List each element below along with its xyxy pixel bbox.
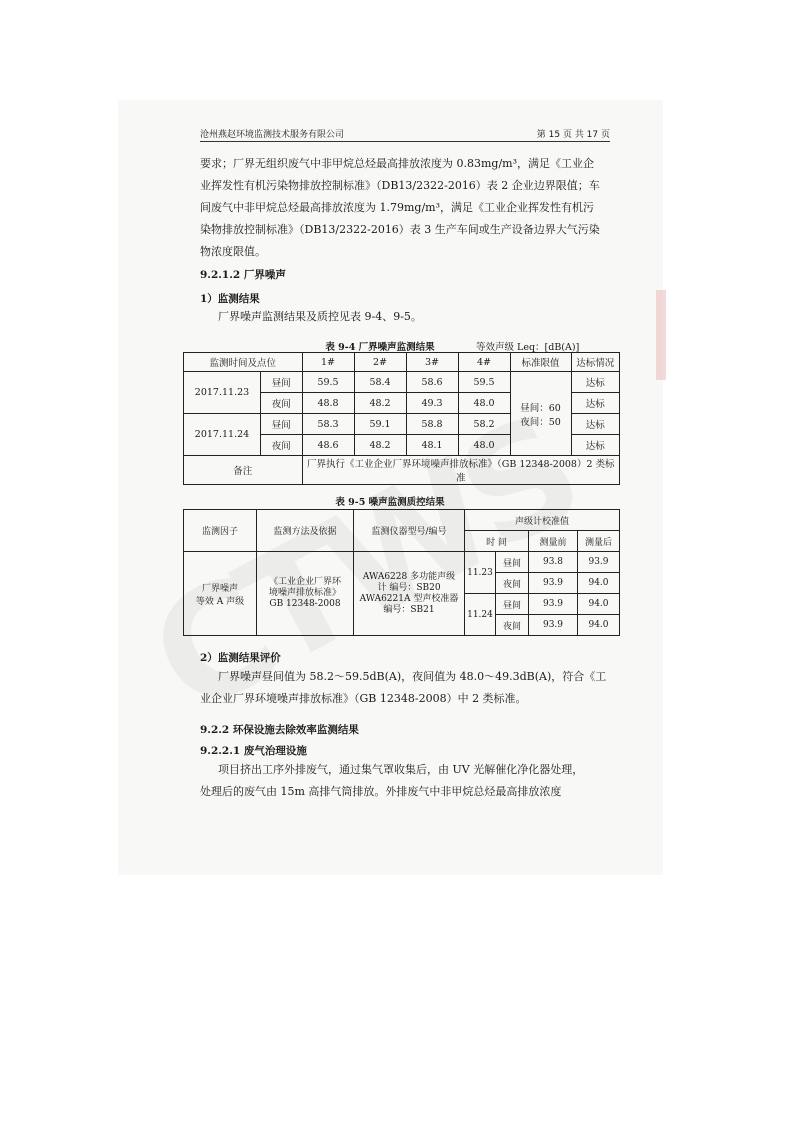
table-header: 标准限值 bbox=[510, 353, 571, 372]
table-header: 1# bbox=[302, 353, 354, 372]
table-header: 时 间 bbox=[465, 531, 529, 552]
value-cell: 48.0 bbox=[458, 393, 510, 414]
table-header: 测量前 bbox=[529, 531, 578, 552]
evaluation-paragraph bbox=[200, 666, 615, 710]
section-heading: 9.2.1.2 厂界噪声 bbox=[200, 269, 286, 281]
value-cell: 94.0 bbox=[578, 594, 620, 615]
table-caption: 表 9-4 厂界噪声监测结果 bbox=[325, 342, 435, 353]
factor-line: 厂界噪声 bbox=[201, 583, 238, 594]
value-cell: 49.3 bbox=[406, 393, 458, 414]
table-header: 2# bbox=[354, 353, 406, 372]
text-line: 物浓度限值。 bbox=[200, 245, 266, 258]
final-paragraph bbox=[200, 759, 615, 803]
instrument-line: AWA6228 多功能声级 bbox=[362, 571, 456, 582]
value-cell: 94.0 bbox=[578, 615, 620, 636]
note-cell: 厂界执行《工业企业厂界环境噪声排放标准》（GB 12348-2008）2 类标准 bbox=[302, 456, 619, 485]
value-cell: 58.3 bbox=[302, 414, 354, 435]
table-unit: 等效声级 Leq：[dB(A)] bbox=[476, 342, 580, 353]
method-line: GB 12348-2008 bbox=[269, 599, 341, 609]
value-cell: 94.0 bbox=[578, 573, 620, 594]
period-cell: 夜间 bbox=[261, 435, 303, 456]
text-line: 项目挤出工序外排废气，通过集气罩收集后，由 UV 光解催化净化器处理， bbox=[218, 763, 584, 776]
text-line: 业企业厂界环境噪声排放标准》（GB 12348-2008）中 2 类标准。 bbox=[200, 692, 527, 705]
table-row bbox=[184, 372, 620, 393]
section-heading: 9.2.2 环保设施去除效率监测结果 bbox=[200, 724, 359, 736]
table-header: 达标情况 bbox=[571, 353, 619, 372]
value-cell: 48.6 bbox=[302, 435, 354, 456]
table-header: 监测方法及依据 bbox=[257, 510, 354, 552]
table-header: 测量后 bbox=[578, 531, 620, 552]
method-line: 境噪声排放标准》 bbox=[268, 588, 341, 598]
text-line: 业挥发性有机污染物排放控制标准》（DB13/2322-2016）表 2 企业边界限值；车 bbox=[200, 179, 600, 192]
table-header: 4# bbox=[458, 353, 510, 372]
result-cell: 达标 bbox=[571, 393, 619, 414]
date-cell: 2017.11.24 bbox=[184, 414, 261, 456]
value-cell: 59.1 bbox=[354, 414, 406, 435]
value-cell: 93.9 bbox=[529, 615, 578, 636]
value-cell: 58.8 bbox=[406, 414, 458, 435]
period-cell: 昼间 bbox=[261, 372, 303, 393]
table-header: 监测时间及点位 bbox=[184, 353, 303, 372]
instrument-cell bbox=[354, 552, 465, 636]
date-cell: 2017.11.23 bbox=[184, 372, 261, 414]
date-cell: 11.24 bbox=[465, 594, 496, 636]
result-cell: 达标 bbox=[571, 435, 619, 456]
paragraph: 厂界噪声监测结果及质控见表 9-4、9-5。 bbox=[218, 310, 422, 323]
page-header bbox=[200, 127, 610, 142]
page-number: 第 15 页 共 17 页 bbox=[536, 130, 610, 140]
limit-day: 昼间：60 bbox=[520, 402, 561, 414]
value-cell: 58.2 bbox=[458, 414, 510, 435]
instrument-line: AWA6221A 型声校准器 bbox=[359, 593, 459, 604]
seal-edge-mark bbox=[656, 290, 666, 380]
method-line: 《工业企业厂界环 bbox=[268, 577, 341, 587]
period-cell: 昼间 bbox=[496, 594, 529, 615]
table-header: 声级计校准值 bbox=[465, 510, 620, 531]
instrument-line: 计 编号：SB20 bbox=[377, 582, 441, 593]
value-cell: 93.9 bbox=[529, 594, 578, 615]
table-caption: 表 9-5 噪声监测质控结果 bbox=[335, 497, 445, 508]
text-line: 处理后的废气由 15m 高排气筒排放。外排废气中非甲烷总烃最高排放浓度 bbox=[200, 785, 562, 798]
value-cell: 48.8 bbox=[302, 393, 354, 414]
noise-results-table bbox=[183, 352, 620, 485]
note-label: 备注 bbox=[184, 456, 303, 485]
value-cell: 59.5 bbox=[302, 372, 354, 393]
value-cell: 93.8 bbox=[529, 552, 578, 573]
limit-night: 夜间：50 bbox=[520, 416, 561, 428]
result-cell: 达标 bbox=[571, 372, 619, 393]
period-cell: 夜间 bbox=[496, 615, 529, 636]
value-cell: 48.2 bbox=[354, 435, 406, 456]
period-cell: 昼间 bbox=[496, 552, 529, 573]
value-cell: 58.4 bbox=[354, 372, 406, 393]
value-cell: 48.2 bbox=[354, 393, 406, 414]
value-cell: 59.5 bbox=[458, 372, 510, 393]
value-cell: 48.1 bbox=[406, 435, 458, 456]
subheading: 1）监测结果 bbox=[200, 293, 260, 305]
text-line: 厂界噪声昼间值为 58.2～59.5dB(A)，夜间值为 48.0～49.3dB(A)，符合《工 bbox=[218, 670, 607, 683]
company-name: 沧州燕赵环境监测技术服务有限公司 bbox=[200, 130, 345, 140]
table-header: 监测仪器型号/编号 bbox=[354, 510, 465, 552]
factor-line: 等效 A 声级 bbox=[195, 596, 245, 607]
period-cell: 夜间 bbox=[261, 393, 303, 414]
value-cell: 58.6 bbox=[406, 372, 458, 393]
result-cell: 达标 bbox=[571, 414, 619, 435]
table-header: 监测因子 bbox=[184, 510, 257, 552]
limit-cell bbox=[510, 372, 571, 456]
qc-results-table bbox=[183, 509, 620, 636]
intro-paragraph bbox=[200, 153, 615, 263]
instrument-line: 编号：SB21 bbox=[383, 604, 435, 615]
text-line: 间废气中非甲烷总烃最高排放浓度为 1.79mg/m³，满足《工业企业挥发性有机污 bbox=[200, 201, 595, 214]
value-cell: 48.0 bbox=[458, 435, 510, 456]
subheading: 2）监测结果评价 bbox=[200, 652, 281, 664]
table-row bbox=[184, 456, 620, 485]
period-cell: 夜间 bbox=[496, 573, 529, 594]
text-line: 染物排放控制标准》（DB13/2322-2016）表 3 生产车间或生产设备边界大气污染 bbox=[200, 223, 600, 236]
factor-cell bbox=[184, 552, 257, 636]
date-cell: 11.23 bbox=[465, 552, 496, 594]
value-cell: 93.9 bbox=[529, 573, 578, 594]
value-cell: 93.9 bbox=[578, 552, 620, 573]
section-heading: 9.2.2.1 废气治理设施 bbox=[200, 745, 307, 757]
text-line: 要求；厂界无组织废气中非甲烷总烃最高排放浓度为 0.83mg/m³，满足《工业企 bbox=[200, 157, 595, 170]
table-header: 3# bbox=[406, 353, 458, 372]
period-cell: 昼间 bbox=[261, 414, 303, 435]
table-row bbox=[184, 552, 620, 573]
method-cell bbox=[257, 552, 354, 636]
